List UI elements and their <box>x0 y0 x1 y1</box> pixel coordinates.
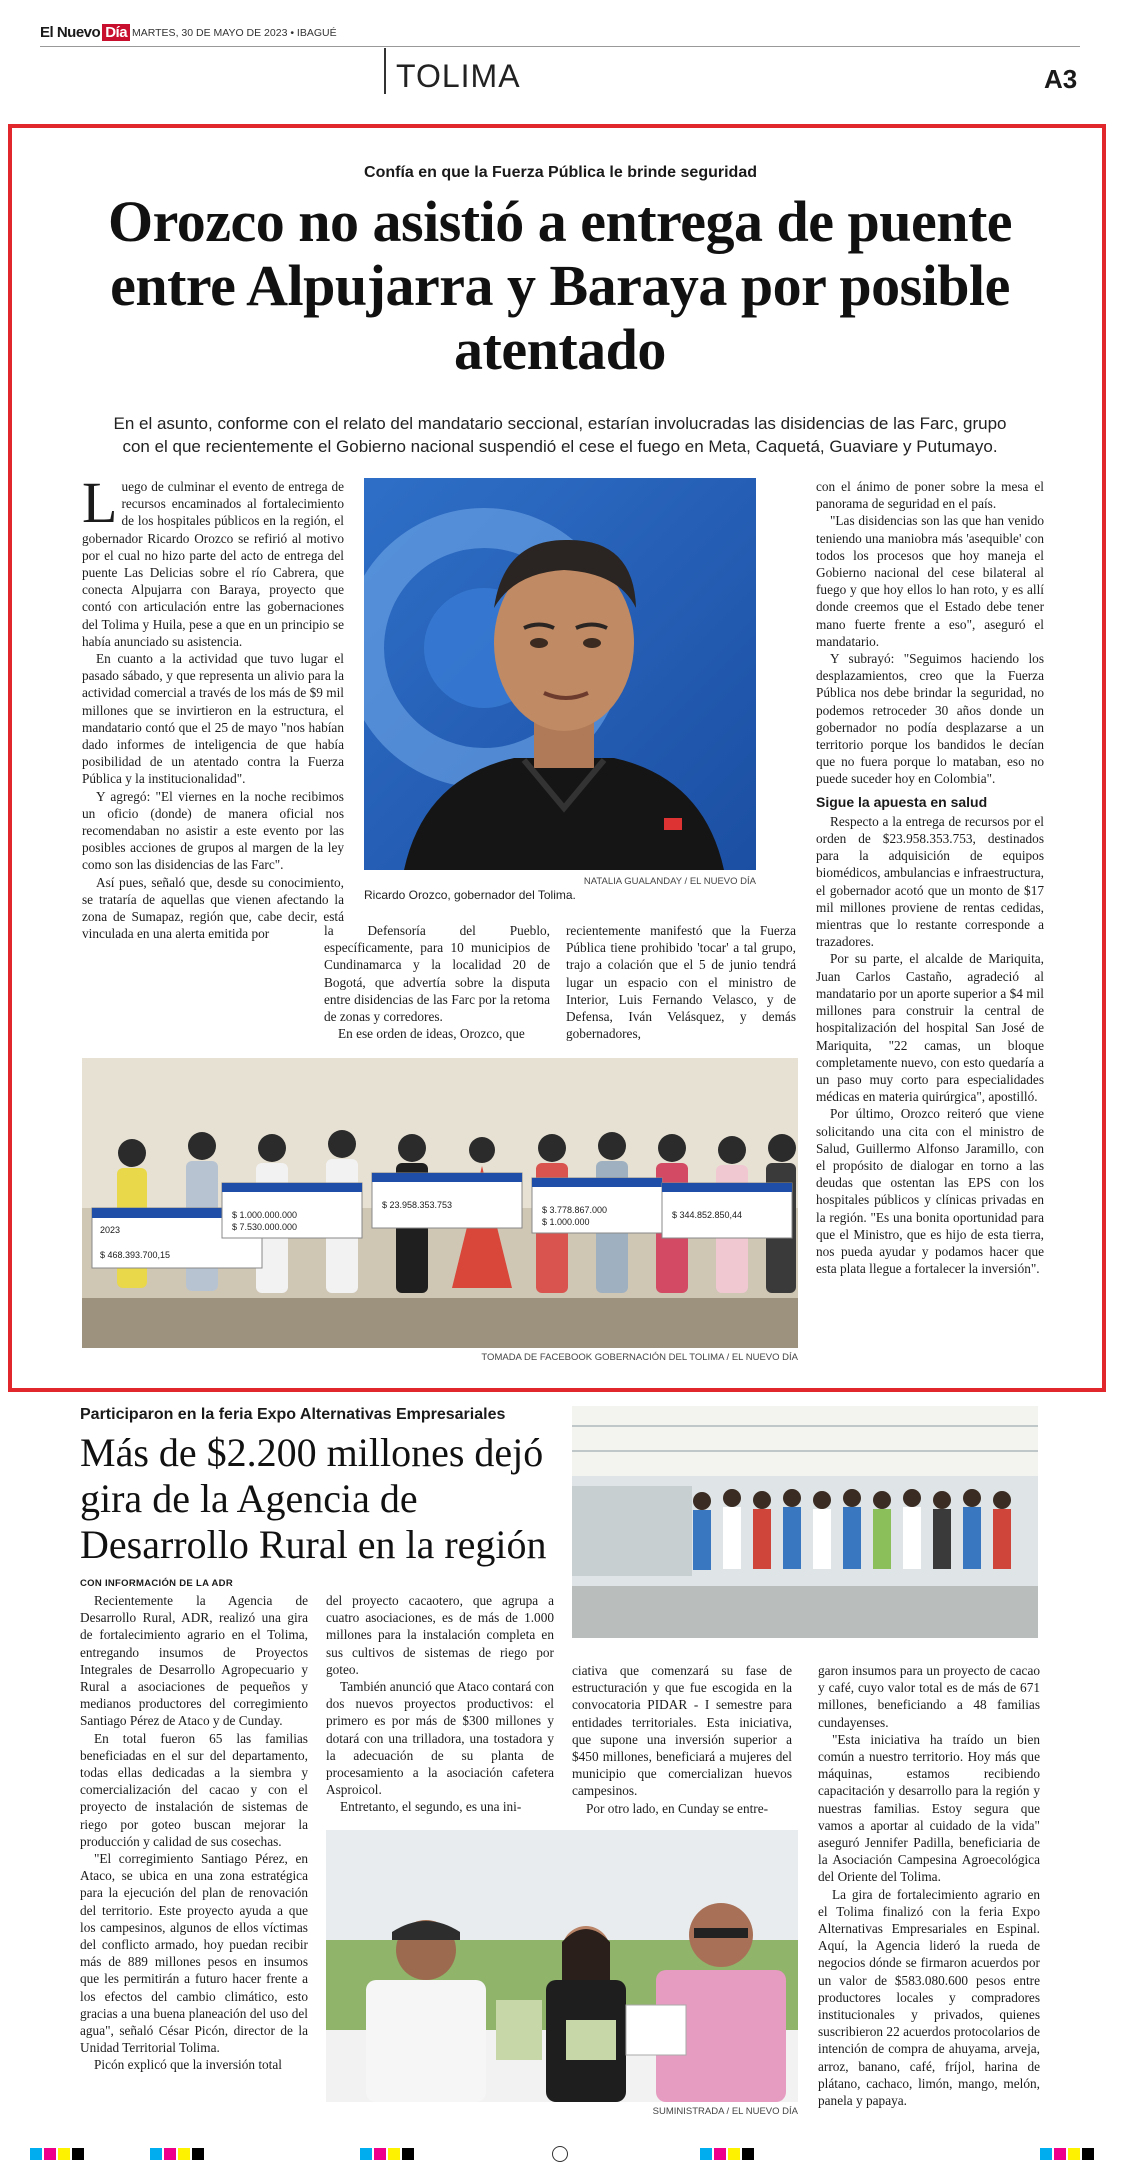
second-article-column-3 <box>572 1662 792 1818</box>
group-photo-illustration <box>82 1058 798 1348</box>
main-article-column-2 <box>324 922 550 1052</box>
paragraph: Así pues, señaló que, desde su conocimiento, se trataría de aquellas que vienen afectando la zona de Sumapaz, región que, cabe decir, está vinculada en una alerta emitida por <box>82 874 344 942</box>
beneficiaries-illustration <box>326 1830 798 2102</box>
adr-event-illustration <box>572 1406 1038 1638</box>
newspaper-logo[interactable] <box>40 24 130 41</box>
portrait-photo-credit: NATALIA GUALANDAY / EL NUEVO DÍA <box>583 876 756 887</box>
portrait-caption: Ricardo Orozco, gobernador del Tolima. <box>364 888 576 902</box>
paragraph: "Esta iniciativa ha traído un bien común a nuestro territorio. Hoy más que máquinas, estamos recibiendo capacitación y desarrollo para la región y nuestras familias. Estoy segura que vamos a aportar al cuidado de la vida" aseguró Jennifer Padilla, beneficiaria de la Asociación Campesina Agroecológica del Oriente del Tolima. <box>818 1731 1040 1885</box>
paragraph: Y agregó: "El viernes en la noche recibimos un oficio (donde) de manera oficial nos recomendaban no asistir a este evento por las posibles acciones de grupos al margen de la ley como son las disidencias de las Farc". <box>82 788 344 873</box>
second-article-column-2 <box>326 1592 554 1818</box>
paragraph: Por último, Orozco reiteró que viene solicitando una cita con el ministro de Salud, Guillermo Alfonso Jaramillo, con el propósito de dialogar en torno a las deudas que ostentan las EPS con los hospitales públicos y clínicas privadas en la región. "Es una bonita oportunidad para que el Ministro, que es hijo de esta tierra, nos pueda ayudar y podamos hacer que esta plata llegue a fortalecer la inversión". <box>816 1106 1044 1277</box>
paragraph: En cuanto a la actividad que tuvo lugar el pasado sábado, y que representa un alivio para la actividad comercial a través de los más de $9 mil millones que se invirtieron en la estructura, el mandatario contó que el 25 de mayo "nos habían dado informes de inteligencia de que había posibilidad de un atentado contra la Fuerza Pública y la institucionalidad". <box>82 651 344 787</box>
drop-cap: L <box>82 478 118 535</box>
paragraph: Y subrayó: "Seguimos haciendo los desplazamientos, creo que la Fuerza Pública nos debe brindar la seguridad, no podemos retroceder 30 años donde un gobernador no podía desplazarse a un territorio porque los bandidos le decían que no fuera porque lo mataban, eso no puede suceder hoy en Colombia". <box>816 651 1044 787</box>
main-article-column-1 <box>82 478 344 1052</box>
check-amount: $ 468.393.700,15 <box>100 1250 171 1260</box>
section-subhead: Sigue la apuesta en salud <box>816 793 988 810</box>
paragraph: recientemente manifestó que la Fuerza Pública tiene prohibido 'tocar' a tal grupo, trajo a colación que el 5 de junio tendrá lugar un espacio con el ministro de Interior, Luis Fernando Velasco, y de Defensa, Iván Velásquez, y demás gobernadores, <box>566 923 796 1042</box>
paragraph: la Defensoría del Pueblo, específicamente, para 10 municipios de Cundinamarca y la localidad 20 de Bogotá, que advertía sobre la disputa entre disidencias de las Farc por la retoma de zonas y corredores. <box>324 923 550 1025</box>
page-number: A3 <box>1044 64 1078 94</box>
paragraph: En total fueron 65 las familias beneficiadas en el sur del departamento, todas ellas dedicadas a la siembra y comercialización del cacao y con el proyecto de instalación de sistemas de riego por goteo buscan mejorar la producción y calidad de sus cosechas. <box>80 1730 308 1849</box>
section-divider <box>384 48 386 94</box>
paragraph: Picón explicó que la inversión total <box>94 2057 282 2073</box>
paragraph: garon insumos para un proyecto de cacao y café, cuyo valor total es de más de 671 millones, beneficiando a 48 familias cundayenses. <box>818 1663 1040 1730</box>
main-article-headline: Orozco no asistió a entrega de puente entre Alpujarra y Baraya por posible atentado <box>107 189 1013 382</box>
paragraph: En ese orden de ideas, Orozco, que <box>338 1026 525 1042</box>
main-article-deck: En el asunto, conforme con el relato del mandatario seccional, estarían involucradas las disidencias de las Farc, grupo con el que recientemente el Gobierno nacional suspendió el cese el fuego en Meta, Caquetá, Guaviare y Putumayo. <box>113 414 1007 456</box>
check-amount: $ 3.778.867.000 <box>542 1205 608 1215</box>
second-article-column-4 <box>818 1662 1040 2122</box>
paragraph: ciativa que comenzará su fase de estructuración y que fue escogida en la convocatoria PIDAR - I semestre para entidades territoriales. Esta iniciativa, que supone una inversión superior a $450 millones, beneficiará a mujeres del municipio que comercializan huevos campesinos. <box>572 1663 792 1799</box>
group-photo <box>82 1058 798 1348</box>
main-article-column-3 <box>566 922 796 1052</box>
paragraph: "Las disidencias son las que han venido teniendo una maniobra más 'asequible' con todos los procesos que hoy maneja el Gobierno nacional del cese bilateral al fuego y que hoy ellos lo han roto, y es allí donde creemos que el Estado debe tener mano fuerte frente a eso", aseguró el mandatario. <box>816 513 1044 649</box>
paragraph: Recientemente la Agencia de Desarrollo Rural, ADR, realizó una gira de fortalecimiento agrario en el Tolima, entregando insumos de Proyectos Integrales de Desarrollo Agropecuario y Rural a asociaciones de pequeños y medianos productores del corregimiento Santiago Pérez de Ataco y de Cunday. <box>80 1593 308 1729</box>
group-photo-credit: TOMADA DE FACEBOOK GOBERNACIÓN DEL TOLIMA / EL NUEVO DÍA <box>481 1352 798 1363</box>
check-amount: $ 23.958.353.753 <box>382 1200 453 1210</box>
paragraph: Luego de culminar el evento de entrega de recursos encaminados al fortalecimiento de los hospitales públicos en la región, el gobernador Ricardo Orozco se refirió al motivo por el cual no hizo parte del acto de entrega del puente Las Delicias sobre el río Cabrera, que conecta Alpujarra con Baraya, proyecto que contó con articulación entre las gobernaciones del Tolima y Huila, pese a que en un principio se había anunciado su asistencia. <box>82 478 344 649</box>
paragraph: con el ánimo de poner sobre la mesa el panorama de seguridad en el país. <box>816 479 1044 512</box>
second-article-headline: Más de $2.200 millones dejó gira de la Agencia de Desarrollo Rural en la región <box>80 1430 547 1567</box>
check-amount: $ 344.852.850,44 <box>672 1210 743 1220</box>
check-amount: $ 1.000.000.000 <box>232 1210 298 1220</box>
section-name: TOLIMA <box>396 58 521 94</box>
beneficiaries-photo <box>326 1830 798 2102</box>
logo-text-dia: Día <box>102 24 130 41</box>
paragraph: Respecto a la entrega de recursos por el orden de $23.958.353.753, destinados para la adquisición de equipos biomédicos, ambulancias e infraestructura, el gobernador acotó que un monto de $17 mil millones proviene de rentas cedidas, mientras que lo restante corresponde a trazadores. <box>816 813 1044 950</box>
second-article-column-1 <box>80 1592 308 2110</box>
paragraph: También anunció que Ataco contará con dos nuevos proyectos productivos: el primero es por más de $300 millones y dotará con una trilladora, una tostadora y la adecuación de su planta de procesamiento a la asociación cafetera Asproicol. <box>326 1679 554 1798</box>
paragraph: del proyecto cacaotero, que agrupa a cuatro asociaciones, es de más de 1.000 millones para la instalación completa en sus cultivos de sistemas de riego por goteo. <box>326 1593 554 1677</box>
paragraph: Entretanto, el segundo, es una ini- <box>340 1799 522 1815</box>
dateline: MARTES, 30 DE MAYO DE 2023 • IBAGUÉ <box>132 27 337 39</box>
paragraph: Por otro lado, en Cunday se entre- <box>586 1800 769 1816</box>
main-article-column-4 <box>816 478 1044 1368</box>
portrait-illustration <box>364 478 756 870</box>
second-article-byline: CON INFORMACIÓN DE LA ADR <box>80 1578 233 1589</box>
paragraph: Por su parte, el alcalde de Mariquita, Juan Carlos Castaño, agradeció al mandatario por un aporte superior a $4 mil millones para construir la central de hospitalización del hospital San José de Mariquita, "22 camas, un bloque completamente nuevo, con esto quedaría a un paso muy corto para especialidades médicas en materia quirúrgica", apostilló. <box>816 951 1044 1105</box>
governor-portrait-photo <box>364 478 756 870</box>
paragraph: "El corregimiento Santiago Pérez, en Ataco, se ubica en una zona estratégica para la ejecución del plan de renovación del territorio. Este proyecto ayuda a que los campesinos, algunos de ellos víctimas del conflicto armado, hoy puedan recibir más de 889 millones pesos en insumos que les permitirán a futuro hacer frente a los efectos del cambio climático, esto gracias a una buena planeación del uso del agua", señaló César Picón, director de la Unidad Territorial Tolima. <box>80 1851 308 2056</box>
check-amount: $ 1.000.000 <box>542 1217 590 1227</box>
adr-event-photo <box>572 1406 1038 1638</box>
printer-registration-bar <box>0 2148 1121 2162</box>
check-label: 2023 <box>100 1225 121 1235</box>
masthead <box>40 22 1080 47</box>
second-article-kicker: Participaron en la feria Expo Alternativas Empresariales <box>80 1406 506 1423</box>
main-article-kicker: Confía en que la Fuerza Pública le brinde seguridad <box>364 164 757 181</box>
check-amount: $ 7.530.000.000 <box>232 1222 298 1232</box>
logo-text-el-nuevo: El Nuevo <box>40 24 101 41</box>
beneficiaries-photo-credit: SUMINISTRADA / EL NUEVO DÍA <box>652 2106 798 2117</box>
paragraph: La gira de fortalecimiento agrario en el Tolima finalizó con la feria Expo Alternativas Empresariales en Espinal. Aquí, la Agencia lideró la rueda de negocios dónde se firmaron acuerdos por un valor de $583.080.600 pesos entre productores locales y compradores institucionales y privados, quienes suscribieron 22 acuerdos protocolarios de intención de compra de ahuyama, arveja, arroz, banano, café, fríjol, harina de plátano, cachaco, limón, mango, melón, panela y papaya. <box>818 1886 1040 2109</box>
